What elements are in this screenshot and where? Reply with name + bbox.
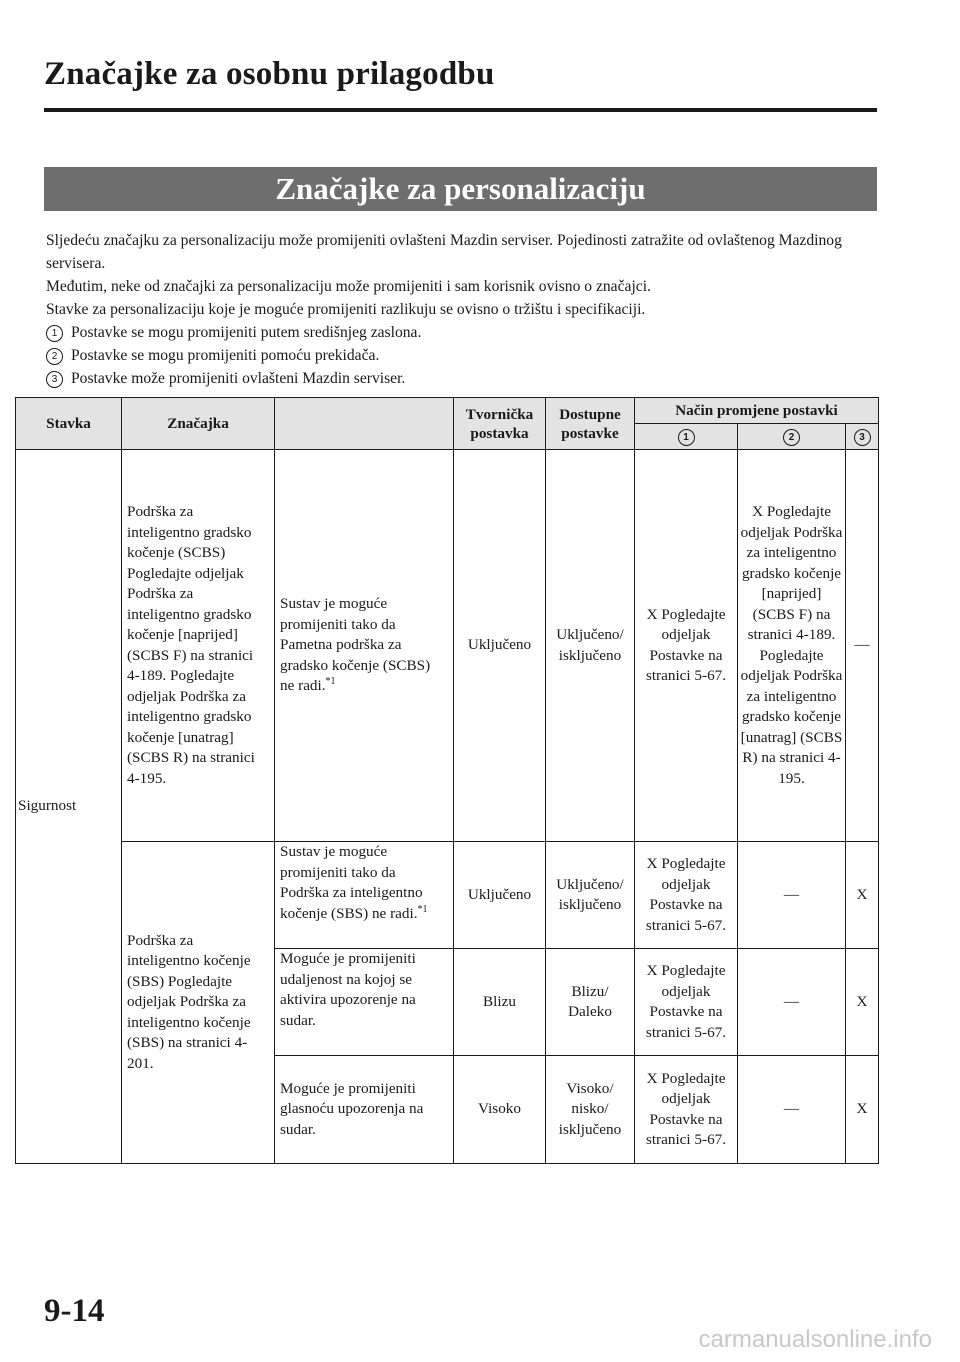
method-3-cell: X <box>846 1056 879 1164</box>
method-item-2 <box>46 344 876 367</box>
intro-paragraph-3: Stavke za personalizaciju koje je moguće promijeniti razlikuju se ovisno o tržištu i specifikaciji. <box>46 301 646 318</box>
method-item-3 <box>46 367 876 390</box>
setting-cell: Moguće je promijeniti glasnoću upozorenja na sudar. <box>275 1056 454 1164</box>
setting-text: Sustav je moguće promijeniti tako da Podrška za inteligentno kočenje (SBS) ne radi. <box>280 843 423 922</box>
section-banner: Značajke za personalizaciju <box>44 167 877 211</box>
factory-cell: Blizu <box>454 949 546 1056</box>
category-cell: Sigurnost <box>16 450 122 1164</box>
circled-number-1-icon: 1 <box>678 429 695 446</box>
personalization-table <box>15 397 879 1164</box>
available-cell: Uključeno/ isključeno <box>546 842 635 949</box>
method-3-cell: — <box>846 450 879 842</box>
method-1-cell: X Pogledajte odjeljak Postavke na stranici 5-67. <box>635 1056 738 1164</box>
factory-cell: Uključeno <box>454 450 546 842</box>
header-dostupne: Dostupne postavke <box>546 398 635 450</box>
method-2-cell: — <box>738 949 846 1056</box>
method-1-cell: X Pogledajte odjeljak Postavke na stranici 5-67. <box>635 450 738 842</box>
setting-cell <box>275 450 454 842</box>
method-text-3: Postavke može promijeniti ovlašteni Mazdin serviser. <box>71 370 406 387</box>
header-method-1 <box>635 424 738 450</box>
available-cell: Visoko/ nisko/ isključeno <box>546 1056 635 1164</box>
header-stavka: Stavka <box>16 398 122 450</box>
footnote-mark: *1 <box>417 903 428 915</box>
header-znacajka: Značajka <box>122 398 275 450</box>
feature-cell: Podrška za inteligentno kočenje (SBS) Pogledajte odjeljak Podrška za inteligentno kočenje (SBS) na stranici 4-201. <box>122 842 275 1164</box>
watermark: carmanualsonline.info <box>698 1326 932 1353</box>
footnote-mark: *1 <box>325 676 336 688</box>
circled-number-2-icon: 2 <box>783 429 800 446</box>
setting-cell <box>275 842 454 949</box>
page-number: 9-14 <box>44 1293 105 1329</box>
factory-cell: Uključeno <box>454 842 546 949</box>
feature-cell: Podrška za inteligentno gradsko kočenje (SCBS) Pogledajte odjeljak Podrška za inteligentno gradsko kočenje [naprijed] (SCBS F) na stranici 4-189. Pogledajte odjeljak Podrška za inteligentno gradsko kočenje [unatrag] (SCBS R) na stranici 4-195. <box>122 450 275 842</box>
factory-cell: Visoko <box>454 1056 546 1164</box>
chapter-title: Značajke za osobnu prilagodbu <box>44 56 495 92</box>
intro-text <box>46 229 876 390</box>
intro-paragraph-1: Sljedeću značajku za personalizaciju može promijeniti ovlašteni Mazdin serviser. Pojedinosti zatražite od ovlaštenog Mazdinog servisera. <box>46 232 842 272</box>
circled-number-3-icon: 3 <box>46 371 63 388</box>
table-row <box>16 842 879 949</box>
method-2-cell: X Pogledajte odjeljak Podrška za inteligentno gradsko kočenje [naprijed] (SCBS F) na stranici 4-189. Pogledajte odjeljak Podrška za inteligentno gradsko kočenje [unatrag] (SCBS R) na stranici 4-195. <box>738 450 846 842</box>
header-method-3 <box>846 424 879 450</box>
setting-text: Sustav je moguće promijeniti tako da Pametna podrška za gradsko kočenje (SCBS) ne radi. <box>280 595 431 695</box>
method-3-cell: X <box>846 842 879 949</box>
circled-number-3-icon: 3 <box>854 429 871 446</box>
method-1-cell: X Pogledajte odjeljak Postavke na stranici 5-67. <box>635 842 738 949</box>
method-3-cell: X <box>846 949 879 1056</box>
table-row <box>16 450 879 842</box>
method-text-2: Postavke se mogu promijeniti pomoću prekidača. <box>71 347 380 364</box>
available-cell: Blizu/ Daleko <box>546 949 635 1056</box>
intro-paragraph-2: Međutim, neke od značajki za personalizaciju može promijeniti i sam korisnik ovisno o značajci. <box>46 278 651 295</box>
header-nacin: Način promjene postavki <box>635 398 879 424</box>
method-2-cell: — <box>738 842 846 949</box>
circled-number-1-icon: 1 <box>46 325 63 342</box>
available-cell: Uključeno/ isključeno <box>546 450 635 842</box>
setting-cell: Moguće je promijeniti udaljenost na kojoj se aktivira upozorenje na sudar. <box>275 949 454 1056</box>
method-text-1: Postavke se mogu promijeniti putem središnjeg zaslona. <box>71 324 422 341</box>
header-tvornicka: Tvornička postavka <box>454 398 546 450</box>
header-method-2 <box>738 424 846 450</box>
header-setting <box>275 398 454 450</box>
method-2-cell: — <box>738 1056 846 1164</box>
method-1-cell: X Pogledajte odjeljak Postavke na stranici 5-67. <box>635 949 738 1056</box>
chapter-divider <box>44 108 877 112</box>
method-item-1 <box>46 321 876 344</box>
circled-number-2-icon: 2 <box>46 348 63 365</box>
